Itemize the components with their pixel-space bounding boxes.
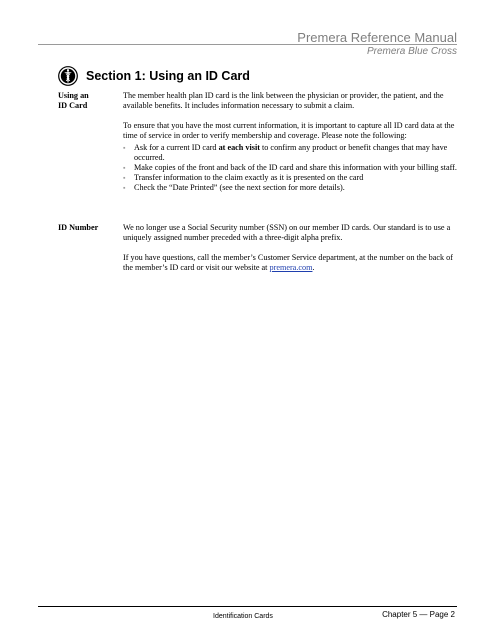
manual-title: Premera Reference Manual — [297, 30, 457, 45]
list-item: ▪ Make copies of the front and back of the ID card and share this information with your billing staff. — [123, 163, 463, 173]
paragraph: The member health plan ID card is the link between the physician or provider, the patient, and the available benefits. It includes information necessary to submit a claim. — [123, 91, 444, 110]
footer-chapter-topic: Identification Cards — [213, 613, 273, 620]
caduceus-medical-icon — [58, 66, 78, 86]
footer-divider — [38, 606, 457, 607]
section-heading — [58, 66, 250, 86]
manual-subtitle: Premera Blue Cross — [366, 46, 457, 57]
paragraph: We no longer use a Social Security number (SSN) on our member ID cards. Our standard is to use a uniquely assigned number preceded with a three-digit alpha prefix. — [123, 223, 451, 242]
list-item: ▪ Check the “Date Printed” (see the next section for more details). — [123, 183, 463, 193]
premera-website-link[interactable]: premera.com — [269, 263, 313, 272]
side-label-using-id-card: Using an ID Card — [58, 91, 89, 110]
paragraph: To ensure that you have the most current information, it is important to capture all ID card data at the time of service in order to verify membership and coverage. Please note the following: — [123, 121, 455, 140]
id-number-body — [123, 223, 463, 283]
list-item: ▪ Ask for a current ID card at each visit to confirm any product or benefit changes that may have occurred. — [123, 143, 463, 163]
section-title: Section 1: Using an ID Card — [86, 69, 250, 83]
side-label-id-number: ID Number — [58, 223, 99, 232]
using-id-card-body — [123, 91, 463, 193]
header-divider — [38, 44, 457, 45]
checklist — [123, 143, 463, 193]
paragraph: If you have questions, call the member’s Customer Service department, at the number on the back of the member’s ID card or visit our website at premera.com. — [123, 253, 453, 272]
footer-page-number: Chapter 5 — Page 2 — [382, 610, 455, 619]
list-item: ▪ Transfer information to the claim exactly as it is presented on the card — [123, 173, 463, 183]
